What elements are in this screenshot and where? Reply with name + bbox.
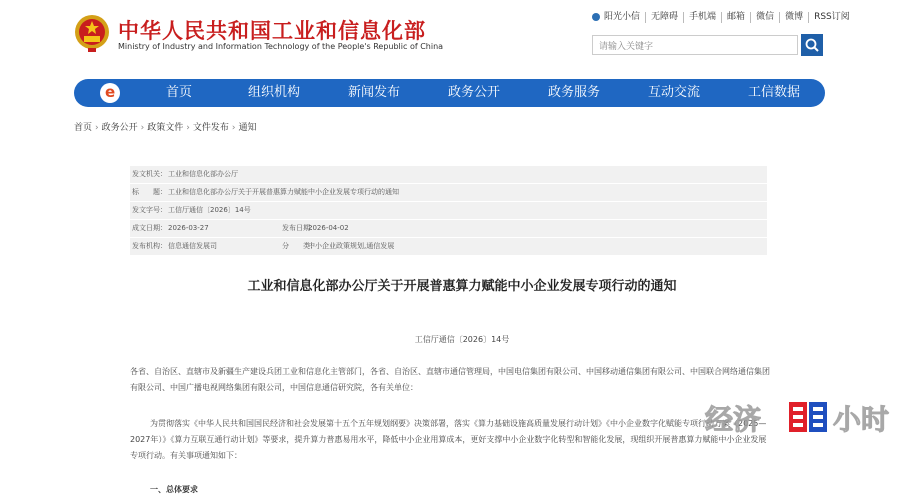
breadcrumb-release[interactable]: 文件发布 [192,123,229,133]
breadcrumb: 首页 › 政务公开 › 政策文件 › 文件发布 › 通知 [74,123,257,133]
meta-label: 发布日期： [282,224,317,232]
meta-row-dates [130,220,767,238]
nav-item-organization[interactable]: 组织机构 [247,85,300,100]
meta-label: 标 题： [132,188,167,196]
nav-item-gov-affairs[interactable]: 政务公开 [447,85,500,100]
org-name-cn: 中华人民共和国工业和信息化部 [118,19,426,43]
breadcrumb-notice[interactable]: 通知 [238,123,257,133]
search-button[interactable] [801,34,823,56]
national-emblem-icon [74,14,110,52]
top-links [590,12,855,23]
portal-logo-icon[interactable] [100,83,120,103]
meta-label: 发文机关： [132,170,167,178]
search-input[interactable]: 请输入关键字 [592,35,798,55]
top-link-sunshine[interactable]: 阳光小信 [590,12,645,23]
top-link-weibo[interactable]: 微博 [779,12,808,23]
top-link-mail[interactable]: 邮箱 [721,12,750,23]
document-paragraph-intro: 为贯彻落实《中华人民共和国国民经济和社会发展第十五个五年规划纲要》决策部署，落实《算力基础设施高质量发展行动计划》《中小企业数字化赋能专项行动方案（2025—2027年）》《算力互联互通行动计划》等要求，提升算力普惠易用水平，降低中小企业用算成本，更好支撑中小企业数字化转型和智能化发展，现组织开展普惠算力赋能中小企业发展专项行动。有关事项通知如下： [130,419,767,460]
search-icon [805,38,819,52]
document-paragraph-recipients: 各省、自治区、直辖市及新疆生产建设兵团工业和信息化主管部门，各省、自治区、直辖市通信管理局，中国电信集团有限公司、中国移动通信集团有限公司、中国联合网络通信集团有限公司、中国广播电视网络集团有限公司，中国信息通信研究院，各有关单位： [130,367,770,392]
meta-row-publisher [130,166,767,184]
nav-item-data[interactable]: 工信数据 [747,85,800,100]
meta-label: 成文日期： [132,224,167,232]
top-link-wechat[interactable]: 微信 [750,12,779,23]
watermark-logo-icon [789,402,827,432]
watermark-text-left: 经济 [705,403,762,436]
meta-label: 发布机构： [132,242,167,250]
watermark-text-right: 小时 [833,403,890,436]
meta-row-org [130,238,767,256]
document-title: 工业和信息化部办公厅关于开展普惠算力赋能中小企业发展专项行动的通知 [247,279,677,294]
org-name-en: Ministry of Industry and Information Technology of the People's Republic of China [118,42,444,51]
meta-value: 工业和信息化部办公厅关于开展普惠算力赋能中小企业发展专项行动的通知 [168,188,399,196]
breadcrumb-gov-affairs[interactable]: 政务公开 [101,123,138,133]
document-meta-table [130,166,767,256]
document-section-heading: 一、总体要求 [150,485,198,494]
meta-value: 2026-03-27 [168,224,209,232]
top-link-accessibility[interactable]: 无障碍 [645,12,683,23]
document-number: 工信厅通信〔2026〕14号 [414,335,510,344]
top-link-rss[interactable]: RSS订阅 [808,12,855,23]
site-header [0,0,924,75]
meta-value: 工信厅通信〔2026〕14号 [168,206,251,214]
meta-value: 工业和信息化部办公厅 [168,170,238,178]
meta-label: 发文字号： [132,206,167,214]
meta-value: 信息通信发展司 [168,242,217,250]
breadcrumb-policy[interactable]: 政策文件 [147,123,184,133]
nav-item-news[interactable]: 新闻发布 [347,85,400,100]
meta-label: 分 类： [282,242,317,250]
nav-item-services[interactable]: 政务服务 [547,85,600,100]
nav-item-interaction[interactable]: 互动交流 [647,85,700,100]
nav-item-home[interactable]: 首页 [165,85,192,100]
meta-row-number [130,202,767,220]
main-nav [74,79,825,107]
meta-row-title [130,184,767,202]
broadcaster-watermark [705,398,895,438]
breadcrumb-home[interactable]: 首页 [74,123,93,133]
meta-value: 2026-04-02 [308,224,349,232]
meta-value: 中小企业政策规划,通信发展 [308,242,395,250]
top-link-mobile[interactable]: 手机端 [683,12,721,23]
